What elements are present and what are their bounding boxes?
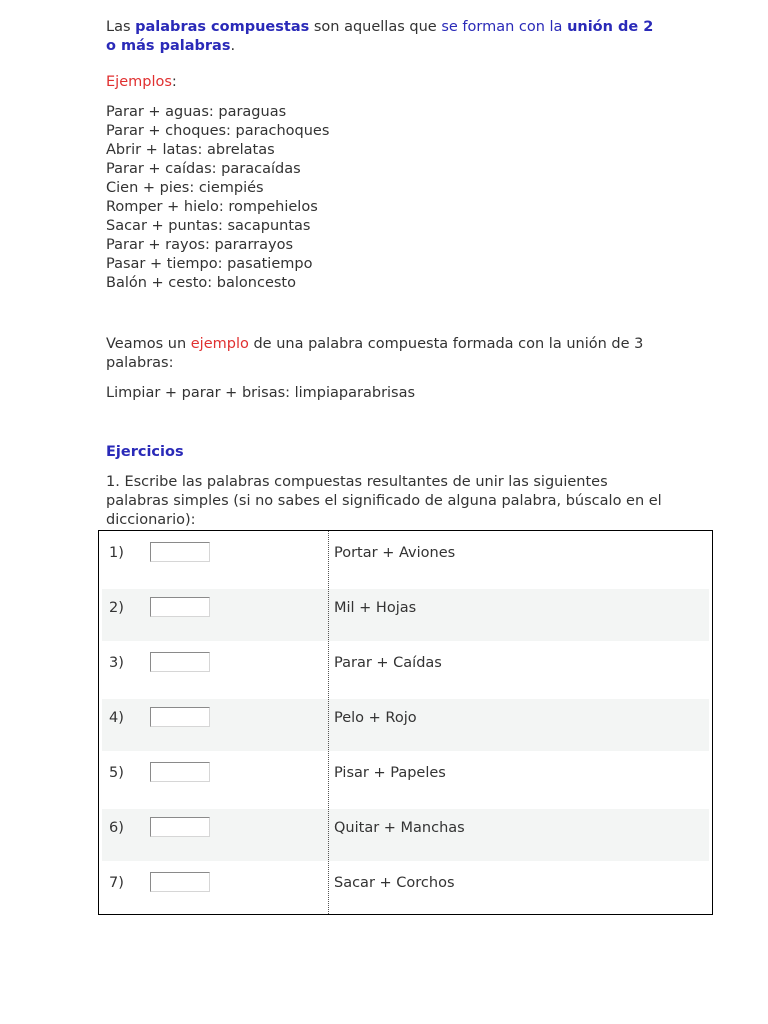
row-number: 1) <box>109 545 124 561</box>
exercise-table <box>98 530 713 915</box>
intro-text: Las <box>106 19 136 35</box>
table-row <box>102 534 709 586</box>
answer-input[interactable] <box>150 707 210 727</box>
word-pair: Pisar + Papeles <box>334 765 446 781</box>
examples-heading: Ejemplos: <box>106 74 177 90</box>
row-number: 5) <box>109 765 124 781</box>
answer-input[interactable] <box>150 542 210 562</box>
example-item: Sacar + puntas: sacapuntas <box>106 218 311 234</box>
example-item: Pasar + tiempo: pasatiempo <box>106 256 313 272</box>
row-number: 7) <box>109 875 124 891</box>
lesson-content <box>106 18 666 530</box>
intro-text: son aquellas que <box>309 19 442 35</box>
intro-highlight: se forman con la <box>441 19 563 35</box>
row-number: 6) <box>109 820 124 836</box>
table-row <box>102 809 709 861</box>
column-divider <box>328 531 329 914</box>
exercise-instruction: 1. Escribe las palabras compuestas resultantes de unir las siguientes palabras simples (si no sabes el significado de alguna palabra, búscalo en el diccionario): <box>106 474 662 528</box>
table-row <box>102 644 709 696</box>
answer-input[interactable] <box>150 597 210 617</box>
row-number: 4) <box>109 710 124 726</box>
examples-list <box>106 103 666 293</box>
answer-input[interactable] <box>150 872 210 892</box>
three-words-example: Limpiar + parar + brisas: limpiaparabrisas <box>106 385 416 401</box>
example-item: Parar + aguas: paraguas <box>106 104 287 120</box>
word-pair: Portar + Aviones <box>334 545 456 561</box>
intro-term: palabras compuestas <box>135 19 310 35</box>
word-pair: Mil + Hojas <box>334 600 417 616</box>
answer-input[interactable] <box>150 817 210 837</box>
table-row <box>102 699 709 751</box>
examples-heading-label: Ejemplos <box>106 74 172 90</box>
three-words-paragraph: Veamos un ejemplo de una palabra compuesta formada con la unión de 3 palabras: <box>106 336 644 371</box>
example-item: Parar + rayos: pararrayos <box>106 237 293 253</box>
three-words-highlight: ejemplo <box>190 336 249 352</box>
table-row <box>102 754 709 806</box>
table-row <box>102 864 709 916</box>
intro-paragraph: Las palabras compuestas son aquellas que se forman con la unión de 2 o más palabras. <box>106 19 654 54</box>
word-pair: Sacar + Corchos <box>334 875 455 891</box>
table-row <box>102 589 709 641</box>
answer-input[interactable] <box>150 762 210 782</box>
example-item: Parar + caídas: paracaídas <box>106 161 301 177</box>
word-pair: Quitar + Manchas <box>334 820 465 836</box>
example-item: Parar + choques: parachoques <box>106 123 330 139</box>
answer-input[interactable] <box>150 652 210 672</box>
example-item: Abrir + latas: abrelatas <box>106 142 275 158</box>
intro-highlight-bold: unión de 2 o más palabras <box>106 19 654 54</box>
example-item: Cien + pies: ciempiés <box>106 180 264 196</box>
row-number: 2) <box>109 600 124 616</box>
row-number: 3) <box>109 655 124 671</box>
example-item: Balón + cesto: baloncesto <box>106 275 296 291</box>
word-pair: Pelo + Rojo <box>334 710 417 726</box>
example-item: Romper + hielo: rompehielos <box>106 199 318 215</box>
exercises-heading: Ejercicios <box>106 444 184 460</box>
word-pair: Parar + Caídas <box>334 655 442 671</box>
